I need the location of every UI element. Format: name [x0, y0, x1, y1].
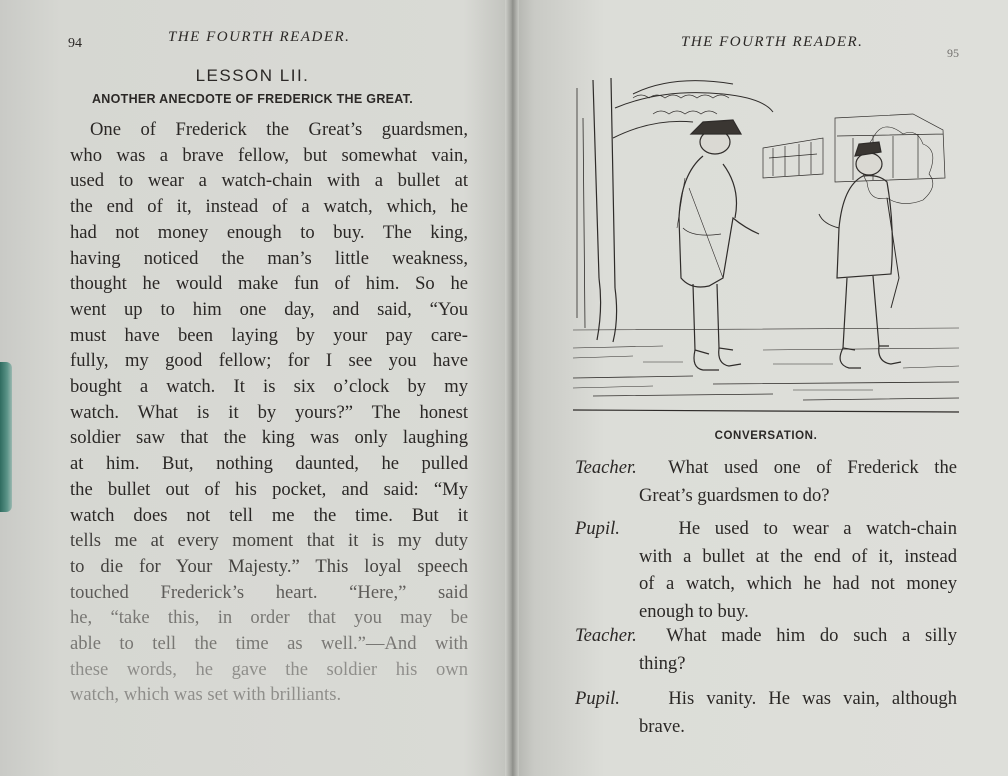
body-line: who was a brave fellow, but somewhat vain, — [70, 144, 468, 166]
dialogue-line: of a watch, which he had not money — [639, 573, 957, 594]
body-line: at him. But, nothing daunted, he pulled — [70, 453, 468, 475]
dialogue-teacher-1 — [575, 454, 957, 509]
dialogue-line: What made him do such a silly — [666, 625, 958, 646]
body-line: bought a watch. It is six o’clock by my — [70, 376, 468, 398]
speaker-label: Teacher. — [575, 625, 637, 646]
body-line: the bullet out of his pocket, and said: “My — [70, 478, 468, 500]
body-line: went up to him one day, and said, “You — [70, 298, 468, 320]
dialogue-line: Great’s guardsmen to do? — [639, 484, 830, 506]
dialogue-pupil-1 — [575, 515, 957, 625]
dialogue-line: His vanity. He was vain, although — [668, 688, 957, 709]
running-head-right: THE FOURTH READER. — [681, 34, 864, 50]
dialogue-line: He used to wear a watch-chain — [678, 518, 958, 539]
page-number-left: 94 — [68, 36, 82, 51]
page-number-right: 95 — [947, 46, 959, 60]
body-line: the end of it, instead of a watch, which, he — [70, 196, 468, 218]
body-line: must have been laying by your pay care- — [70, 324, 468, 346]
body-line: watch. What is it by yours?” The honest — [70, 401, 468, 423]
body-line: having noticed the man’s little weakness, — [70, 247, 468, 269]
speaker-label: Pupil. — [575, 518, 620, 539]
body-line: these words, he gave the soldier his own — [70, 658, 468, 680]
body-line: One of Frederick the Great’s guardsmen, — [90, 119, 468, 140]
body-line: soldier saw that the king was only laughing — [70, 427, 468, 449]
body-line: watch, which was set with brilliants. — [70, 684, 342, 706]
body-line: had not money enough to buy. The king, — [70, 221, 468, 243]
dialogue-line: thing? — [639, 652, 686, 674]
speaker-label: Teacher. — [575, 457, 637, 478]
speaker-label: Pupil. — [575, 688, 620, 709]
running-head-left: THE FOURTH READER. — [168, 29, 351, 45]
lesson-subtitle: ANOTHER ANECDOTE OF FREDERICK THE GREAT. — [91, 92, 414, 106]
dialogue-teacher-2 — [575, 622, 957, 677]
dialogue-pupil-2 — [575, 685, 957, 740]
dialogue-line: with a bullet at the end of it, instead — [639, 545, 957, 567]
conversation-illustration — [573, 78, 959, 418]
dialogue-line: enough to buy. — [639, 600, 749, 622]
dialogue-line: What used one of Frederick the — [668, 457, 957, 478]
body-line: able to tell the time as well.”—And with — [70, 633, 468, 655]
body-line: fully, my good fellow; for I see you have — [70, 350, 468, 372]
body-line: watch does not tell me the time. But it — [70, 504, 468, 526]
body-line: used to wear a watch-chain with a bullet at — [70, 170, 468, 192]
body-line: to die for Your Majesty.” This loyal speech — [70, 555, 468, 577]
body-line: tells me at every moment that it is my duty — [70, 530, 468, 552]
lesson-body — [70, 117, 468, 708]
lesson-title: LESSON LII. — [195, 66, 310, 85]
book-gutter — [505, 0, 519, 776]
body-line: touched Frederick’s heart. “Here,” said — [70, 581, 468, 603]
dialogue-line: brave. — [639, 715, 685, 737]
body-line: he, “take this, in order that you may be — [70, 607, 468, 629]
body-line: thought he would make fun of him. So he — [70, 273, 468, 295]
illustration-caption: CONVERSATION. — [714, 430, 818, 442]
